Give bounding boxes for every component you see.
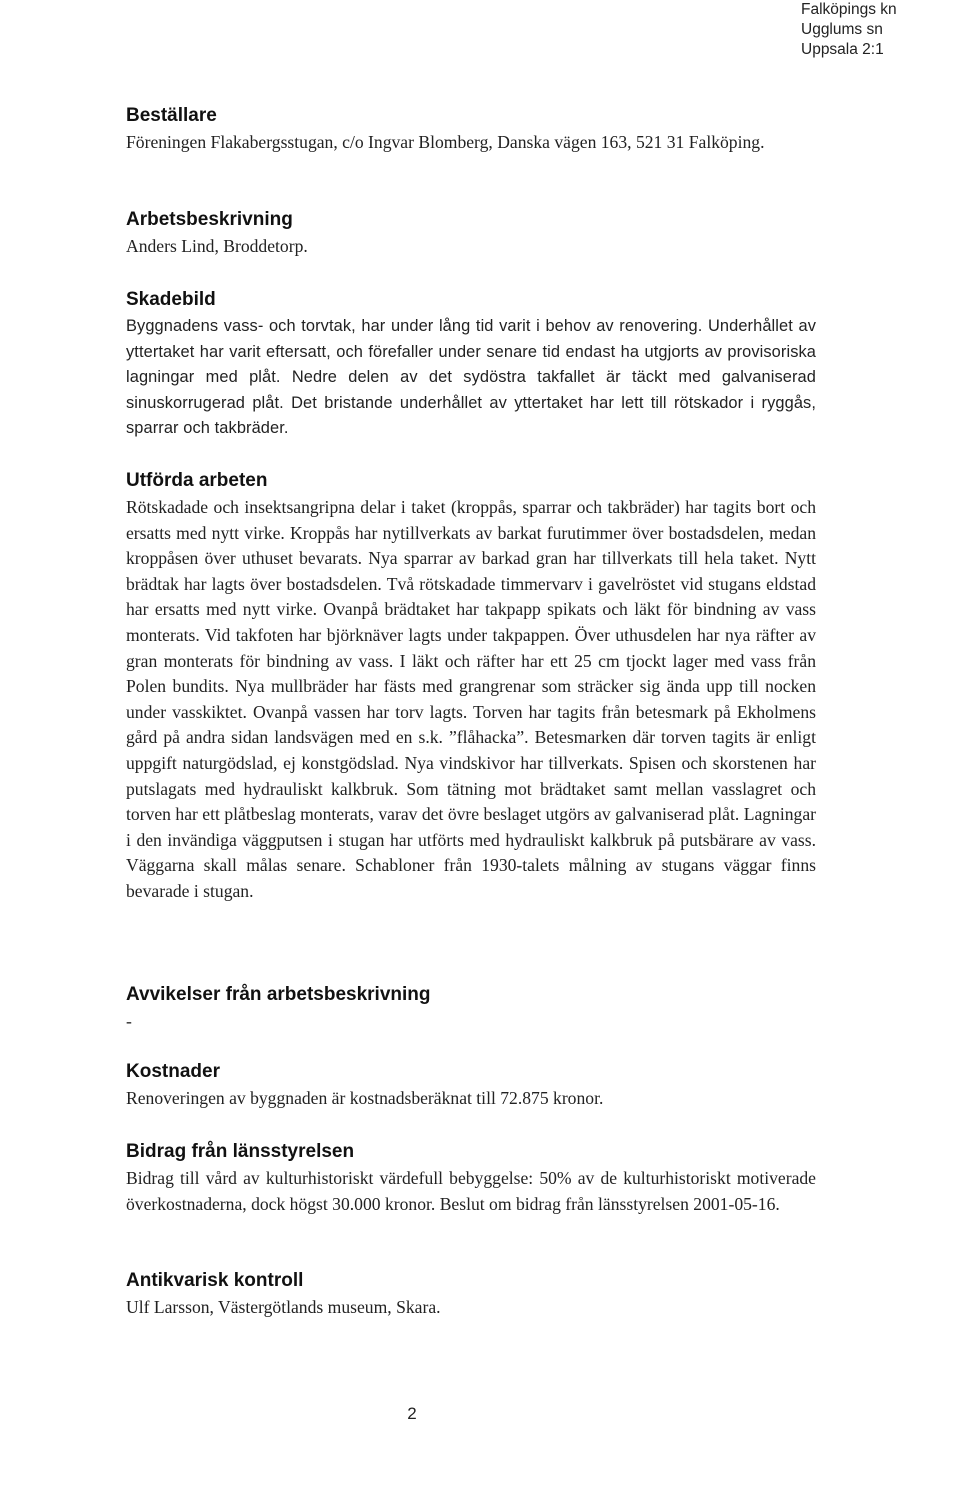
section-arbetsbeskrivning [126,208,308,260]
heading-arbetsbeskrivning: Arbetsbeskrivning [126,209,293,230]
text-bidrag: Bidrag till vård av kulturhistoriskt värdefull bebyggelse: 50% av de kulturhistoriskt motiverade överkostnaderna, dock högst 30.000 kronor. Beslut om bidrag från länsstyrelsen 2001-05-16. [126,1168,816,1214]
text-arbetsbeskrivning: Anders Lind, Broddetorp. [126,236,308,256]
section-antikvarisk-kontroll [126,1269,441,1321]
section-bidrag [126,1140,816,1217]
text-bestallare: Föreningen Flakabergsstugan, c/o Ingvar Blomberg, Danska vägen 163, 521 31 Falköping. [126,132,765,152]
section-skadebild [126,288,816,442]
section-utforda-arbeten [126,469,816,905]
heading-kostnader: Kostnader [126,1061,220,1082]
heading-bestallare: Beställare [126,105,217,126]
document-header [801,0,951,60]
header-parish: Ugglums sn [801,21,883,38]
section-avvikelser [126,983,431,1035]
heading-avvikelser: Avvikelser från arbetsbeskrivning [126,984,431,1005]
page-number: 2 [407,1404,417,1423]
heading-antikvarisk-kontroll: Antikvarisk kontroll [126,1270,304,1291]
text-skadebild: Byggnadens vass- och torvtak, har under lång tid varit i behov av renovering. Underhållet av yttertaket har varit eftersatt, och förefaller under senare tid endast ha utgjorts av provisoriska lagningar med plåt. Nedre delen av det sydöstra takfallet är täckt med galvaniserad sinuskorrugerad plåt. Det bristande underhållet av yttertaket har lett till rötskador i ryggås, sparrar och takbräder. [126,317,816,438]
text-utforda-arbeten: Rötskadade och insektsangripna delar i taket (kroppås, sparrar och takbräder) har tagits bort och ersatts med nytt virke. Kroppås har nytillverkats av barkat furutimmer över bostadsdelen, medan kroppåsen över uthuset bevarats. Nya sparrar av barkad gran har tillverkats till hela taket. Nytt brädtak har lagts över bostadsdelen. Två rötskadade timmervarv i gavelröstet vid stugans eldstad har ersatts med nytt virke. Ovanpå brädtaket har takpapp spikats och läkt för bindning av vass monterats. Vid takfoten har björknäver lagts under takpappen. Över uthusdelen har nya räfter av gran monterats för bindning av vass. I läkt och räfter har ett 25 cm tjockt lager med vass från Polen bundits. Nya mullbräder har fästs med grangrenar som sträcker sig ända upp till nocken under vasskiktet. Ovanpå vassen har torv lagts. Torven har tagits från betesmark på Ekholmens gård på andra sidan landsvägen med en s.k. ”flåhacka”. Betesmarken där torven tagits är enligt uppgift naturgödslad, ej konstgödslad. Nya vindskivor har tillverkats. Spisen och skorstenen har putslagats med hydrauliskt kalkbruk. Som tätning mot brädtaket samt mellan vasslagret och torven har ett plåtbeslag monterats, varav det övre beslaget utgörs av galvaniserad plåt. Lagningar i den invändiga väggputsen i stugan har utförts med hydrauliskt kalkbruk på putsbärare av vass. Väggarna skall målas senare. Schabloner från 1930-talets målning av stugans väggar finns bevarade i stugan. [126,497,816,901]
header-property: Uppsala 2:1 [801,41,884,58]
text-kostnader: Renoveringen av byggnaden är kostnadsberäknat till 72.875 kronor. [126,1088,604,1108]
heading-skadebild: Skadebild [126,289,216,310]
section-kostnader [126,1060,603,1112]
text-antikvarisk-kontroll: Ulf Larsson, Västergötlands museum, Skara. [126,1297,441,1317]
text-avvikelser: - [126,1011,132,1031]
header-municipality: Falköpings kn [801,1,897,18]
section-bestallare [126,104,765,156]
heading-utforda-arbeten: Utförda arbeten [126,470,268,491]
heading-bidrag: Bidrag från länsstyrelsen [126,1141,355,1162]
